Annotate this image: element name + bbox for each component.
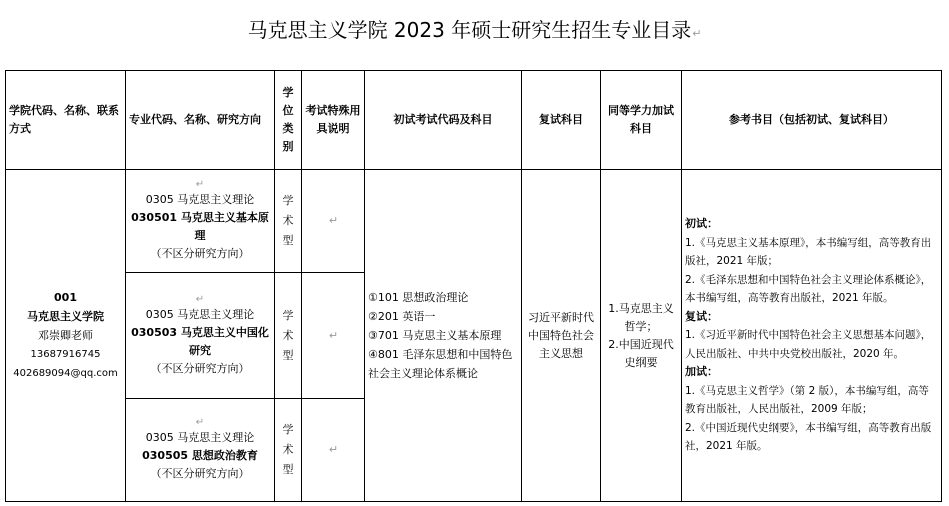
books-extra-heading: 加试： [685,365,718,379]
degree-type-cell: 学术型 [275,399,302,502]
paragraph-mark-icon: ↵ [195,179,205,190]
exam-subject: ①101 思想政治理论 [368,291,469,304]
major-direction: （不区分研究方向） [150,467,250,480]
book-entry: 2.《中国近现代史纲要》，本书编写组，高等教育出版社，2021 年版。 [685,421,932,453]
book-entry: 1.《马克思主义哲学》（第 2 版），本书编写组，高等教育出版社，人民出版社，2009 年版； [685,384,929,416]
contact-email: 402689094@qq.com [13,368,118,379]
paragraph-mark-icon: ↵ [328,328,339,342]
school-code: 001 [54,291,77,304]
catalog-table [5,70,942,502]
paragraph-mark-icon: ↵ [195,293,205,305]
contact-person: 邓崇卿老师 [38,329,93,342]
exam-subject: ③701 马克思主义基本原理 [368,329,502,342]
paragraph-mark-icon: ↵ [692,27,702,40]
header-special-tools: 考试特殊用具说明 [302,71,365,170]
equivalent-subject: 1.马克思主义哲学； [608,301,674,333]
book-entry: 1.《马克思主义基本原理》，本书编写组，高等教育出版社，2021 年版； [685,236,932,268]
table-row [6,170,942,273]
paragraph-mark-icon: ↵ [195,417,205,428]
document-title: 马克思主义学院 2023 年硕士研究生招生专业目录↵ [247,18,702,42]
exam-subject: ④801 毛泽东思想和中国特色社会主义理论体系概论 [368,348,513,380]
retest-subject-cell: 习近平新时代中国特色社会主义思想 [522,170,601,502]
book-entry: 1.《习近平新时代中国特色社会主义思想基本问题》，人民出版社、中共中央党校出版社，2020 年。 [685,329,932,360]
header-major: 专业代码、名称、研究方向 [126,71,275,170]
major-cell [126,273,275,399]
school-name: 马克思主义学院 [27,310,104,323]
table-header-row [6,71,942,170]
major-code-name: 030505 思想政治教育 [142,449,258,462]
header-exam-subjects: 初试考试代码及科目 [365,71,522,170]
degree-type-cell: 学术型 [275,273,302,399]
header-retest-subjects: 复试科目 [522,71,601,170]
header-reference-books: 参考书目（包括初试、复试科目） [682,71,942,170]
contact-phone: 13687916745 [30,349,101,360]
major-code-name: 030503 马克思主义中国化研究 [131,325,269,357]
major-discipline: 0305 马克思主义理论 [145,307,255,321]
equivalent-subject: 2.中国近现代史纲要 [608,337,674,369]
header-school: 学院代码、名称、联系方式 [6,71,126,170]
special-tools-cell [302,273,365,399]
school-info-cell [6,170,126,502]
major-discipline: 0305 马克思主义理论 [145,193,255,206]
special-tools-cell [302,399,365,502]
major-code-name: 030501 马克思主义基本原理 [131,211,269,242]
exam-subject: ②201 英语一 [368,310,436,323]
paragraph-mark-icon: ↵ [328,214,339,227]
paragraph-mark-icon: ↵ [328,443,339,456]
equivalent-subjects-cell [601,170,682,502]
major-cell [126,170,275,273]
books-initial-heading: 初试： [685,217,718,231]
header-equivalent-subjects: 同等学力加试科目 [601,71,682,170]
special-tools-cell [302,170,365,273]
books-retest-heading: 复试： [685,309,718,323]
reference-books-cell [682,170,942,502]
major-direction: （不区分研究方向） [150,247,250,260]
major-discipline: 0305 马克思主义理论 [145,431,255,444]
exam-subjects-cell [365,170,522,502]
major-cell [126,399,275,502]
major-direction: （不区分研究方向） [150,361,250,375]
degree-type-cell: 学术型 [275,170,302,273]
header-degree-type: 学位类别 [275,71,302,170]
book-entry: 2.《毛泽东思想和中国特色社会主义理论体系概论》，本书编写组，高等教育出版社，2021 年版。 [685,273,932,305]
